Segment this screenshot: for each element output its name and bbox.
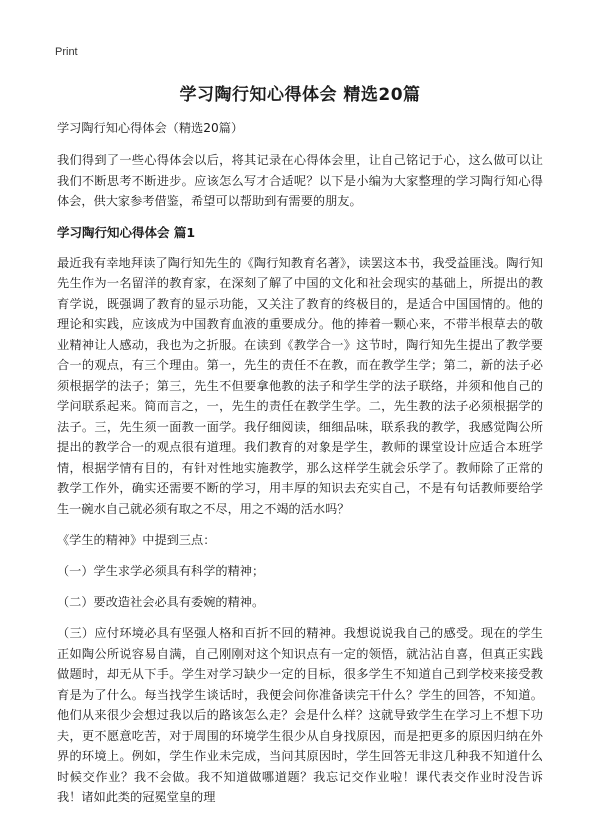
document-subtitle: 学习陶行知心得体会（精选20篇） [57, 121, 244, 135]
section-heading: 学习陶行知心得体会 篇1 [57, 224, 196, 240]
list-item: （二）要改造社会必具有委婉的精神。 [57, 595, 265, 609]
list-item: （一）学生求学必须具有科学的精神； [57, 564, 265, 578]
page-title: 学习陶行知心得体会 精选20篇 [179, 85, 421, 105]
intro-paragraph: 我们得到了一些心得体会以后，将其记录在心得体会里，让自己铭记于心，这么做可以让我们不断思考不断进步。应该怎么写才合适呢？以下是小编为大家整理的学习陶行知心得体会，供大家参考借鉴，希望可以帮助到有需要的朋友。 [57, 153, 543, 208]
document-body [57, 118, 543, 819]
print-label: Print [55, 46, 78, 58]
section-paragraph-3: （三）应付环境必具有坚强人格和百折不回的精神。我想说说我自己的感受。现在的学生正如陶公所说容易自满，自己刚刚对这个知识点有一定的领悟，就沾沾自喜，但真正实践做题时，却无从下手。学生对学习缺少一定的目标，很多学生不知道自己到学校来接受教育是为了什么。每当找学生谈话时，我便会问你准备读完干什么？学生的回答，不知道。他们从来很少会想过我以后的路该怎么走？会是什么样？这就导致学生在学习上不想下功夫，更不愿意吃苦，对于周围的环境学生很少从自身找原因，而是把更多的原因归纳在外界的环境上。例如，学生作业未完成，当问其原因时，学生回答无非这几种我不知道什么时候交作业？我不会做。我不知道做哪道题？我忘记交作业啦！课代表交作业时没告诉我！诸如此类的冠冕堂皇的理 [57, 626, 543, 804]
section-paragraph-1: 最近我有幸地拜读了陶行知先生的《陶行知教育名著》，读罢这本书，我受益匪浅。陶行知先生作为一名留洋的教育家，在深刻了解了中国的文化和社会现实的基础上，所提出的教育学说，既强调了教育的显示功能，又关注了教育的终极目的，是适合中国国情的。他的理论和实践，应该成为中国教育血液的重要成分。他的捧着一颗心来，不带半根草去的敬业精神让人感动，我也为之折服。在读到《教学合一》这节时，陶行知先生提出了教学要合一的观点，有三个理由。第一，先生的责任不在教，而在教学生学；第二，新的法子必须根据学的法子；第三，先生不但要拿他教的法子和学生学的法子联络，并须和他自己的学问联系起来。简而言之，一，先生的责任在教学生学。二，先生教的法子必须根据学的法子。三，先生须一面教一面学。我仔细阅读，细细品味，联系我的教学，我感觉陶公所提出的教学合一的观点很有道理。我们教育的对象是学生，教师的课堂设计应适合本班学情，根据学情有目的，有针对性地实施教学，那么这样学生就会乐学了。教师除了正常的教学工作外，确实还需要不断的学习，用丰厚的知识去充实自己，不是有句话教师要给学生一碗水自己就必须有取之不尽，用之不竭的活水吗？ [57, 255, 543, 516]
quote-intro: 《学生的精神》中提到三点： [57, 533, 216, 547]
